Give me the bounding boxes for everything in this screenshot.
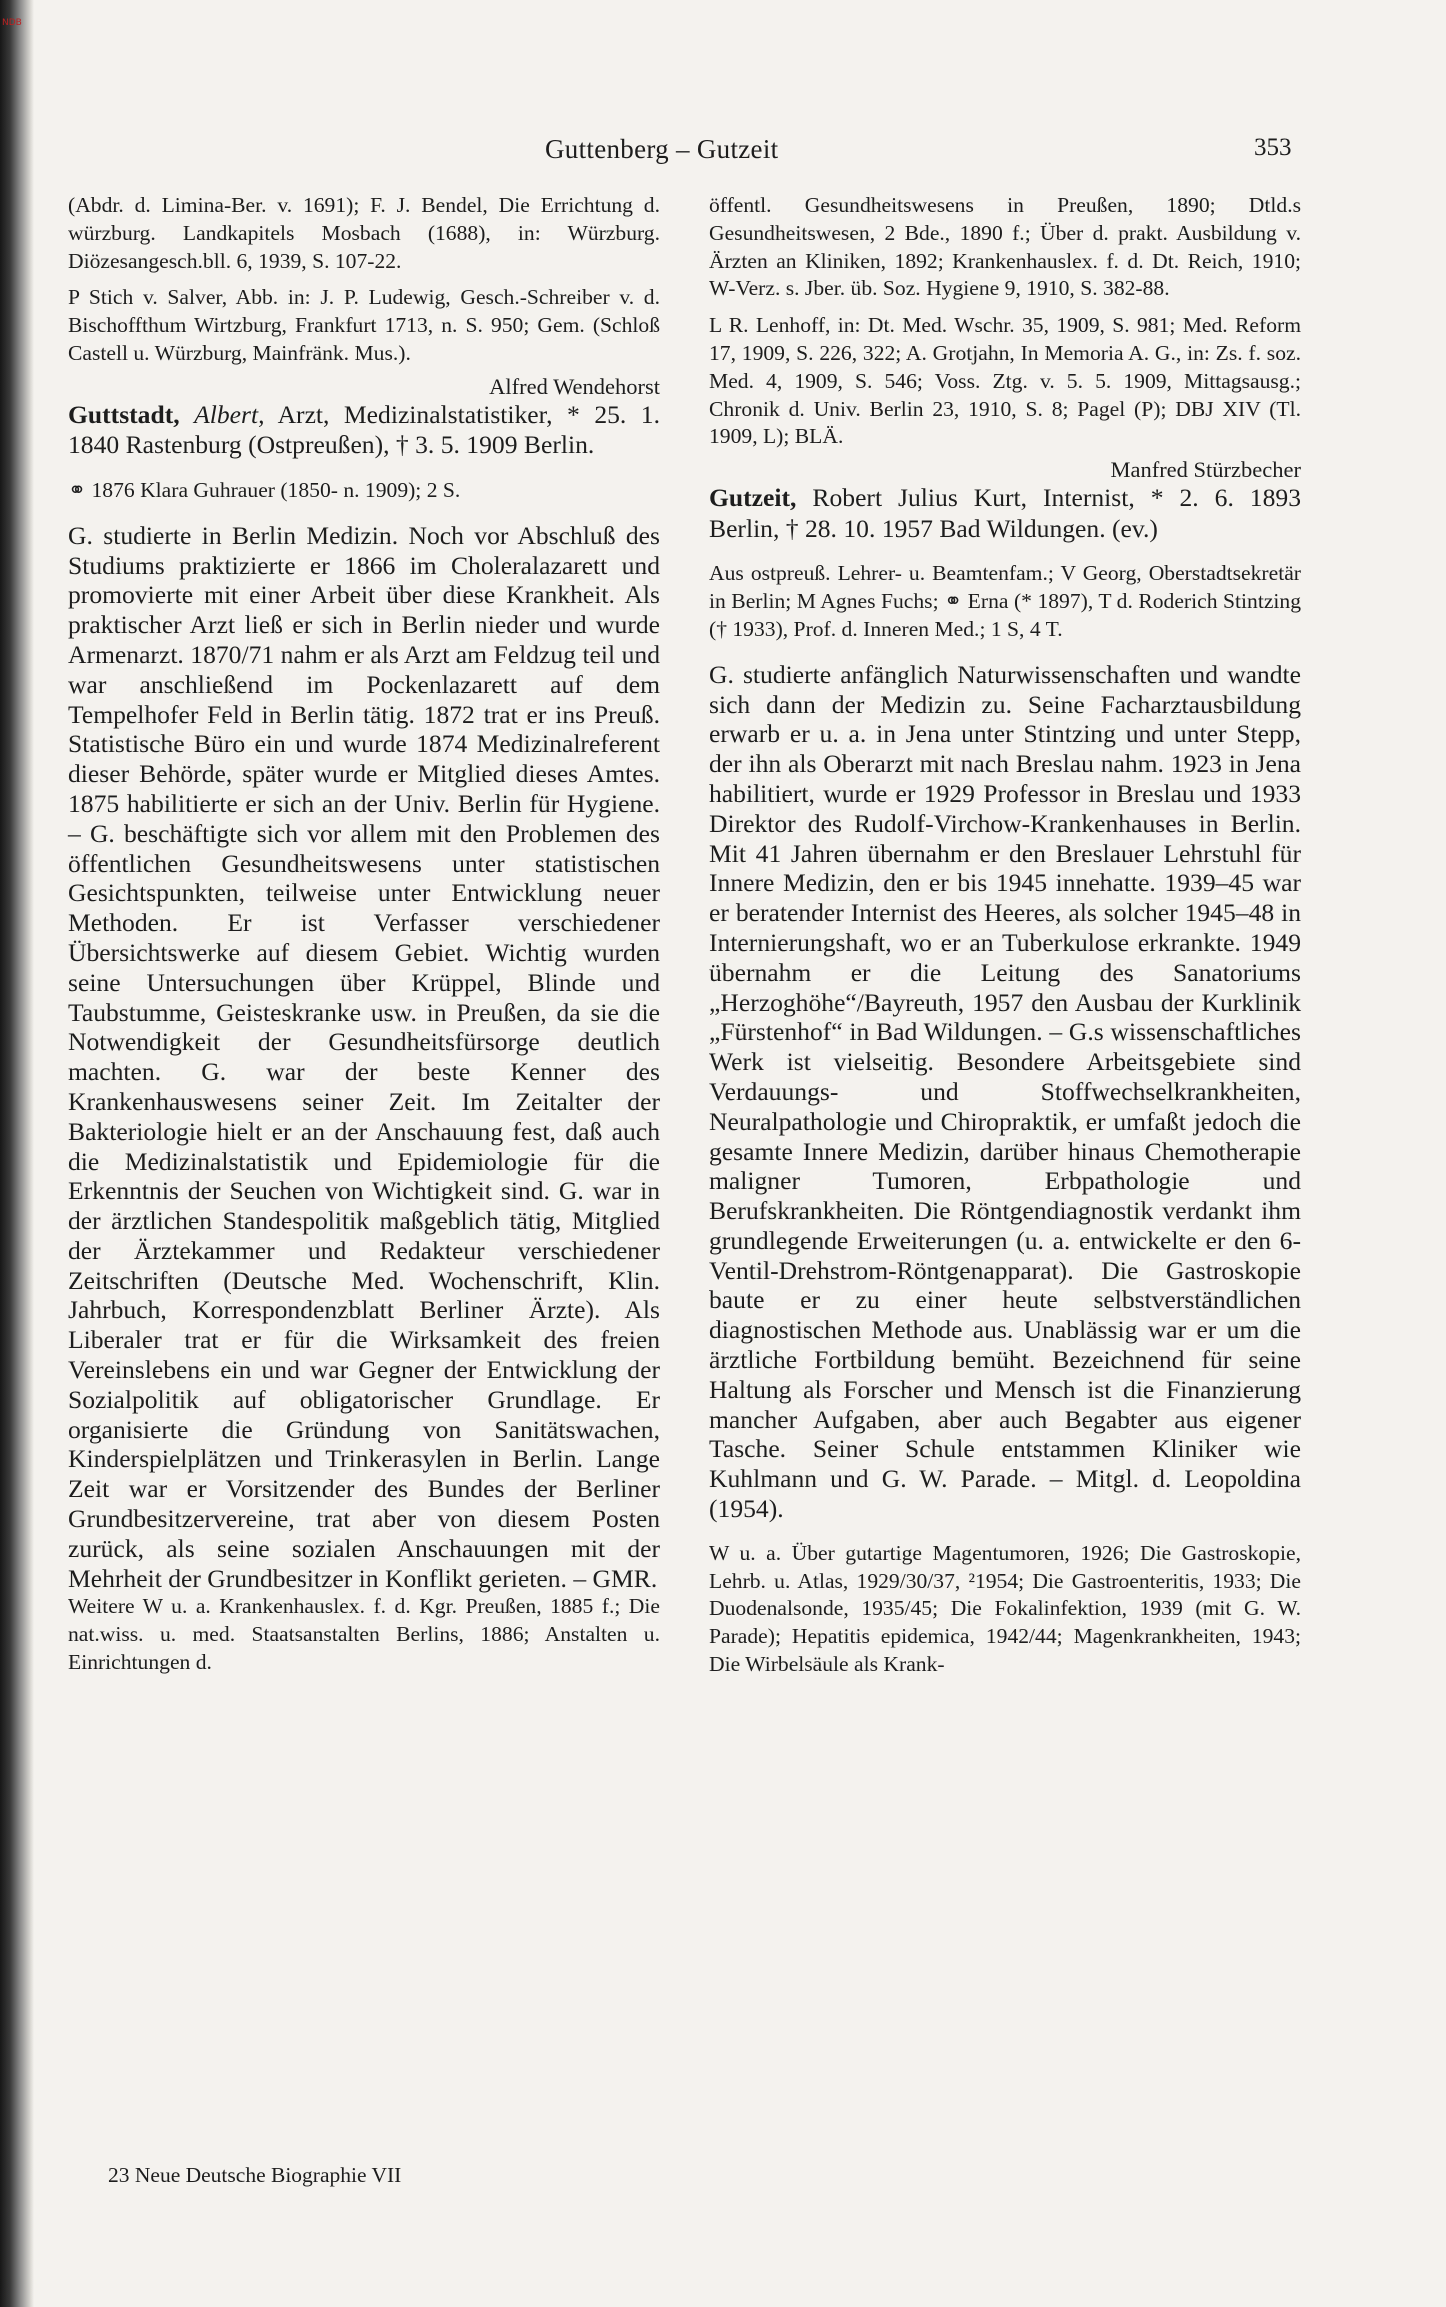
entry-text: G. studierte anfänglich Naturwissenschaften und wandte sich dann der Medizin zu. Seine Facharztausbildung erwarb er u. a. in Jena unter Stintzing und unter Stepp, der ihn als Oberarzt mit nach Breslau nahm. 1923 in Jena habilitiert, wurde er 1929 Professor in Breslau und 1933 Direktor des Rudolf-Virchow-Krankenhauses in Berlin. Mit 41 Jahren übernahm er den Breslauer Lehrstuhl für Innere Medizin, den er bis 1945 innehatte. 1939–45 war er beratender Internist des Heeres, als solcher 1945–48 in Internierungshaft, wo er an Tuberkulose erkrankte. 1949 übernahm er die Leitung des Sanatoriums „Herzoghöhe“/Bayreuth, 1957 den Ausbau der Kurklinik „Fürstenhof“ in Bad Wildungen. – G.s wissenschaftliches Werk ist vielseitig. Besondere Arbeitsgebiete sind Verdauungs- und Stoffwechselkrankheiten, Neuralpathologie und Chiropraktik, er umfaßt jedoch die gesamte Innere Medizin, darüber hinaus Chemotherapie maligner Tumoren, Erbpathologie und Berufskrankheiten. Die Röntgendiagnostik verdankt ihm grundlegende Erweiterungen (u. a. entwickelte er den 6-Ventil-Drehstrom-Röntgenapparat). Die Gastroskopie baute er zu einer heute selbstverständlichen diagnostischen Methode aus. Unablässig war er um die ärztliche Fortbildung bemüht. Bezeichnend für seine Haltung als Forscher und Mensch ist die Finanzierung mancher Aufgaben, aber auch Begabter aus eigener Tasche. Seiner Schule entstammen Kliniker wie Kuhlmann und G. W. Parade. – Mitgl. d. Leopoldina (1954).	[709, 659, 1301, 1524]
entry-works: Weitere W u. a. Krankenhauslex. f. d. Kgr. Preußen, 1885 f.; Die nat.wiss. u. med. Staatsanstalten Berlins, 1886; Anstalten u. Einrichtungen d.	[68, 1594, 660, 1675]
prev-entry-author: Alfred Wendehorst	[489, 373, 660, 399]
left-column	[68, 192, 660, 1677]
entry-descriptor: Arzt, Medizinalstatistiker, * 25. 1. 1840 Rastenburg (Ostpreußen), † 3. 5. 1909 Berlin.	[68, 399, 660, 460]
page-number: 353	[1254, 134, 1292, 161]
margin-mark: NDB	[2, 18, 22, 28]
footer: 23 Neue Deutsche Biographie VII	[108, 2163, 402, 2187]
entry-heading-gutzeit	[709, 483, 1301, 544]
entry-family: ⚭ 1876 Klara Guhrauer (1850- n. 1909); 2 S.	[68, 477, 461, 502]
entry-descriptor: Robert Julius Kurt, Internist, * 2. 6. 1893 Berlin, † 28. 10. 1957 Bad Wildungen. (ev.)	[709, 483, 1301, 543]
prev-entry-literature: (Abdr. d. Limina-Ber. v. 1691); F. J. Bendel, Die Errichtung d. würzburg. Landkapitels Mosbach (1688), in: Würzburg. Diözesangesch.bll. 6, 1939, S. 107-22.	[68, 193, 660, 273]
entry-heading-guttstadt	[68, 400, 660, 461]
entry-works: W u. a. Über gutartige Magentumoren, 1926; Die Gastroskopie, Lehrb. u. Atlas, 1929/30/37, ²1954; Die Gastroenteritis, 1933; Die Duodenalsonde, 1935/45; Die Fokalinfektion, 1939 (mit G. W. Parade); Hepatitis epidemica, 1942/44; Magenkrankheiten, 1943; Die Wirbelsäule als Krank-	[709, 1540, 1301, 1677]
right-column	[709, 192, 1301, 1679]
entry-surname: Guttstadt,	[68, 399, 180, 429]
works-continuation: öffentl. Gesundheitswesens in Preußen, 1890; Dtld.s Gesundheitswesen, 2 Bde., 1890 f.; Über d. prakt. Ausbildung v. Ärzten an Kliniken, 1892; Krankenhauslex. f. d. Dt. Reich, 1910; W-Verz. s. Jber. üb. Soz. Hygiene 9, 1910, S. 382-88.	[709, 193, 1301, 301]
entry-author: Manfred Stürzbecher	[1110, 457, 1301, 483]
entry-text: G. studierte in Berlin Medizin. Noch vor Abschluß des Studiums praktizierte er 1866 im Choleralazarett und promovierte mit einer Arbeit über diese Krankheit. Als praktischer Arzt ließ er sich in Berlin nieder und wurde Armenarzt. 1870/71 nahm er als Arzt am Feldzug teil und war anschließend im Pockenlazarett auf dem Tempelhofer Feld in Berlin tätig. 1872 trat er ins Preuß. Statistische Büro ein und wurde 1874 Medizinalreferent dieser Behörde, später wurde er Mitglied dieses Amtes. 1875 habilitierte er sich an der Univ. Berlin für Hygiene. – G. beschäftigte sich vor allem mit den Problemen des öffentlichen Gesundheitswesens unter statistischen Gesichtspunkten, teilweise unter Entwicklung neuer Methoden. Er ist Verfasser verschiedener Übersichtswerke auf diesem Gebiet. Wichtig wurden seine Untersuchungen über Krüppel, Blinde und Taubstumme, Geisteskranke usw. in Preußen, da sie die Notwendigkeit der Gesundheitsfürsorge deutlich machten. G. war der beste Kenner des Krankenhauswesens seiner Zeit. Im Zeitalter der Bakteriologie hielt er an der Anschauung fest, daß auch die Medizinalstatistik und Epidemiologie für die Erkenntnis der Seuchen von Wichtigkeit sind. G. war in der ärztlichen Standespolitik maßgeblich tätig, Mitglied der Ärztekammer und Redakteur verschiedener Zeitschriften (Deutsche Med. Wochenschrift, Klin. Jahrbuch, Korrespondenzblatt Berliner Ärzte). Als Liberaler trat er für die Wirksamkeit des freien Vereinslebens ein und war Gegner der Entwicklung der Sozialpolitik auf obligatorischer Grundlage. Er organisierte die Gründung von Sanitätswachen, Kinderspielplätzen und Trinkerasylen in Berlin. Lange Zeit war er Vorsitzender des Bundes der Berliner Grundbesitzervereine, trat aber von diesem Posten zurück, als seine sozialen Anschauungen mit der Mehrheit der Grundbesitzer in Konflikt gerieten. – GMR.	[68, 520, 660, 1593]
entry-given-name: Albert,	[194, 399, 265, 429]
prev-entry-portraits: P Stich v. Salver, Abb. in: J. P. Ludewig, Gesch.-Schreiber v. d. Bischoffthum Wirtzburg, Frankfurt 1713, n. S. 950; Gem. (Schloß Castell u. Würzburg, Mainfränk. Mus.).	[68, 285, 660, 365]
running-title: Guttenberg – Gutzeit	[545, 134, 779, 164]
binding-shadow	[0, 0, 34, 2307]
entry-surname: Gutzeit,	[709, 483, 797, 513]
literature: L R. Lenhoff, in: Dt. Med. Wschr. 35, 1909, S. 981; Med. Reform 17, 1909, S. 226, 322; A. Grotjahn, In Memoria A. G., in: Zs. f. soz. Med. 4, 1909, S. 546; Voss. Ztg. v. 5. 5. 1909, Mittagsausg.; Chronik d. Univ. Berlin 23, 1910, S. 8; Pagel (P); DBJ XIV (Tl. 1909, L); BLÄ.	[709, 313, 1301, 449]
entry-genealogy: Aus ostpreuß. Lehrer- u. Beamtenfam.; V Georg, Oberstadtsekretär in Berlin; M Agnes Fuchs; ⚭ Erna (* 1897), T d. Roderich Stintzing († 1933), Prof. d. Inneren Med.; 1 S, 4 T.	[709, 561, 1301, 641]
